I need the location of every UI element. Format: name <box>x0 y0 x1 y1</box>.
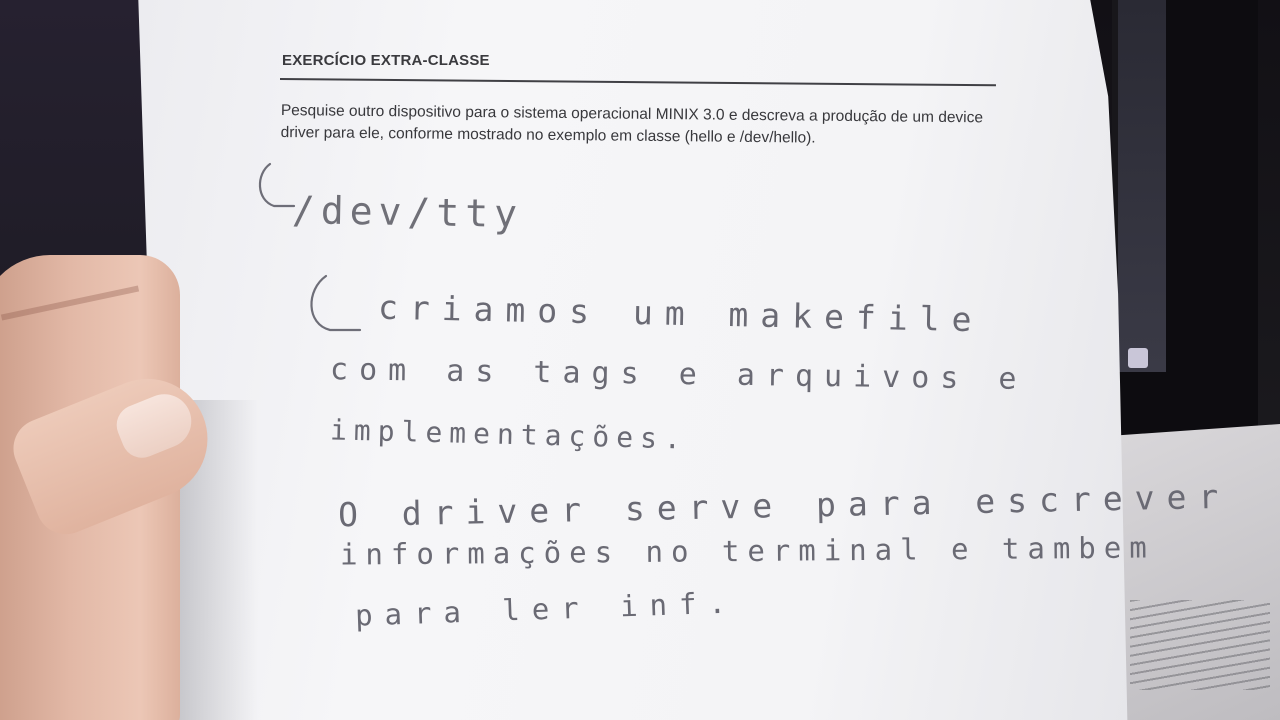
arrow-icon <box>300 272 380 342</box>
worksheet-prompt: Pesquise outro dispositivo para o sistema operacional MINIX 3.0 e descreva a produção de um device driver para ele, conforme mostrado no exemplo em classe (hello e /dev/hello). <box>280 101 984 147</box>
desk-paper-text <box>1130 600 1270 690</box>
handwritten-line: para ler inf. <box>354 585 739 633</box>
handwritten-line: O driver serve para escrever <box>337 476 1231 535</box>
handwritten-line: informações no terminal e tambem <box>339 530 1155 572</box>
handwritten-device-path: /dev/tty <box>291 187 524 237</box>
monitor-screen <box>1118 0 1166 372</box>
tray-icon <box>1128 348 1148 368</box>
worksheet-heading: EXERCÍCIO EXTRA-CLASSE <box>282 52 490 69</box>
handwritten-line: com as tags e arquivos e <box>329 352 1028 397</box>
handwritten-line: criamos um makefile <box>377 287 984 340</box>
handwritten-line: implementações. <box>329 413 689 456</box>
